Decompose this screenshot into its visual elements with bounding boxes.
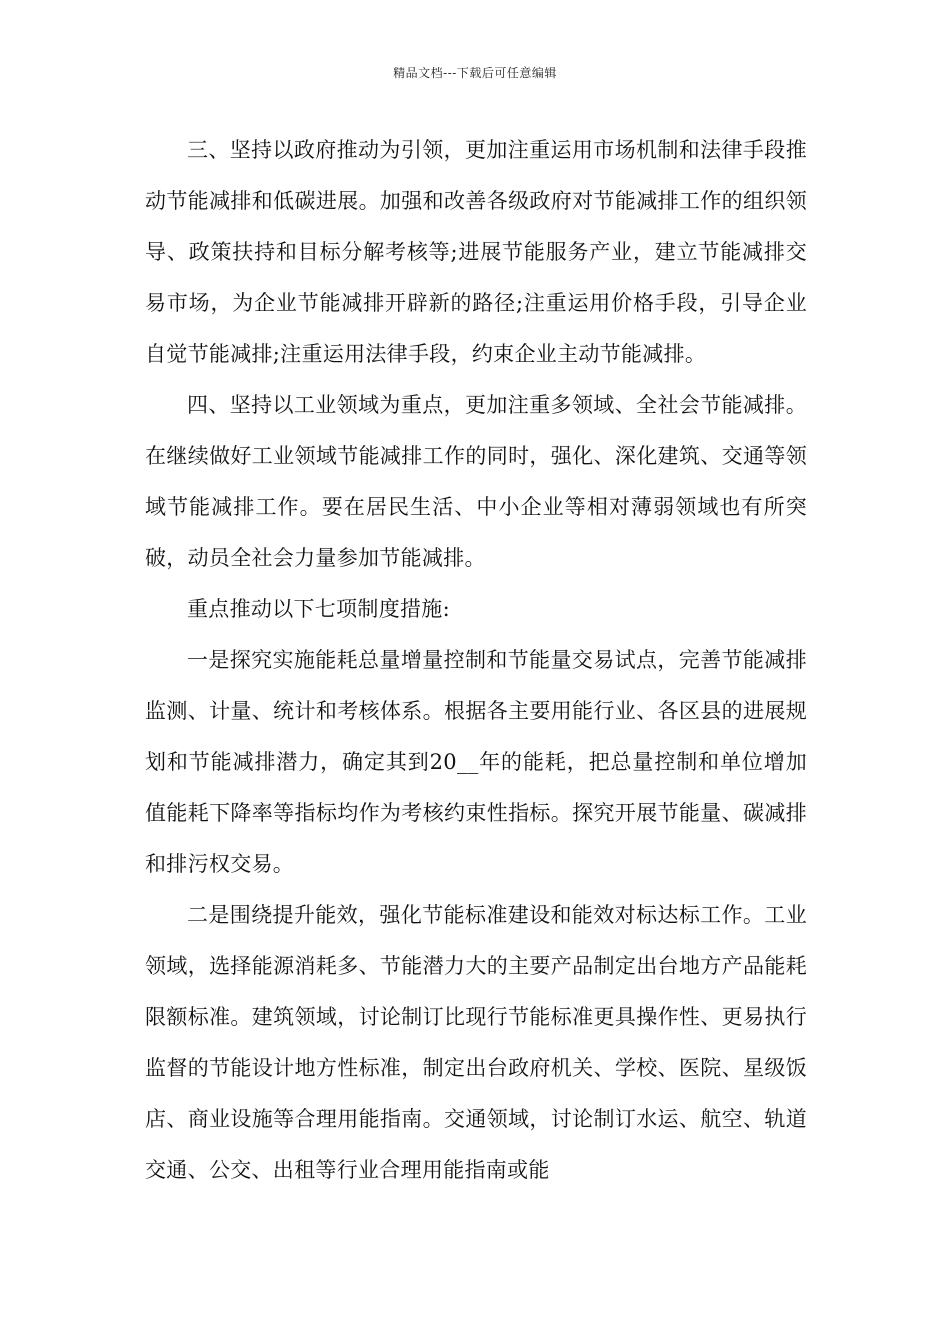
paragraph-three-government: 三、坚持以政府推动为引领，更加注重运用市场机制和法律手段推动节能减排和低碳进展。加强和改善各级政府对节能减排工作的组织领导、政策扶持和目标分解考核等;进展节能服务产业，建立节能减排交易市场，为企业节能减排开辟新的路径;注重运用价格手段，引导企业自觉节能减排;注重运用法律手段，约束企业主动节能减排。 bbox=[145, 138, 807, 366]
paragraph-measure-one: 一是探究实施能耗总量增量控制和节能量交易试点，完善节能减排监测、计量、统计和考核体系。根据各主要用能行业、各区县的进展规划和节能减排潜力，确定其到20__年的能耗，把总量控制和单位增加值能耗下降率等指标均作为考核约束性指标。探究开展节能量、碳减排和排污权交易。 bbox=[145, 648, 807, 876]
document-body bbox=[145, 125, 807, 1196]
page-header: 精品文档---下载后可任意编辑 bbox=[393, 66, 557, 80]
paragraph-four-industry: 四、坚持以工业领域为重点，更加注重多领域、全社会节能减排。在继续做好工业领域节能减排工作的同时，强化、深化建筑、交通等领域节能减排工作。要在居民生活、中小企业等相对薄弱领域也有所突破，动员全社会力量参加节能减排。 bbox=[145, 393, 807, 570]
paragraph-measure-two: 二是围绕提升能效，强化节能标准建设和能效对标达标工作。工业领域，选择能源消耗多、节能潜力大的主要产品制定出台地方产品能耗限额标准。建筑领域，讨论制订比现行节能标准更具操作性、更易执行监督的节能设计地方性标准，制定出台政府机关、学校、医院、星级饭店、商业设施等合理用能指南。交通领域，讨论制订水运、航空、轨道交通、公交、出租等行业合理用能指南或能 bbox=[145, 903, 807, 1182]
paragraph-key-measures-intro: 重点推动以下七项制度措施: bbox=[187, 597, 450, 621]
